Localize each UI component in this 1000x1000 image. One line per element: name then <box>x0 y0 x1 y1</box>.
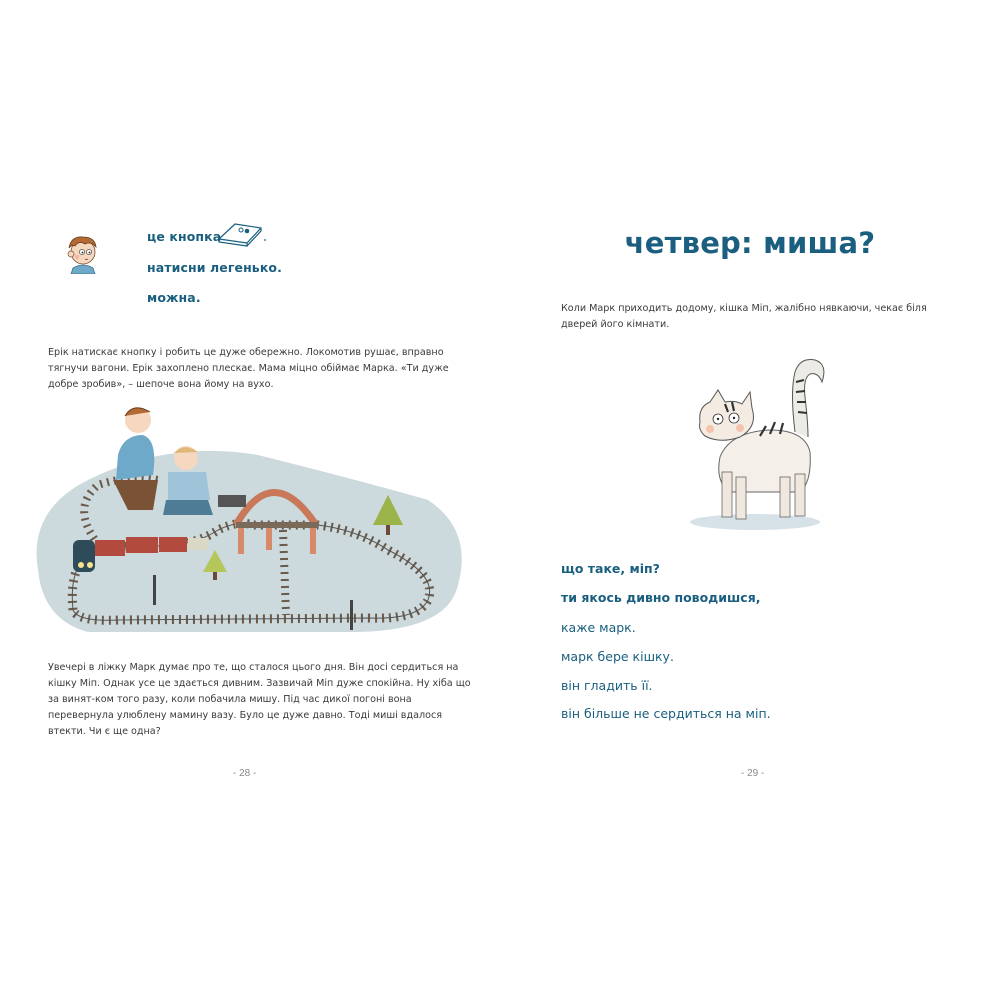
story-text: каже марк. <box>561 620 636 635</box>
dialog-line-press: натисни легенько. <box>147 260 282 275</box>
story-text: він гладить її. <box>561 678 653 693</box>
dialog-text: це кнопка <box>147 229 222 244</box>
story-text: він більше не сердиться на міп. <box>561 706 771 721</box>
dialog-line-allowed: можна. <box>147 290 201 305</box>
left-paragraph-1: Ерік натискає кнопку і робить це дуже обережно. Локомотив рушає, вправно тягнучи вагони. Ерік захоплено плескає. Мама міцно обіймає Марка. «Ти дуже добре зробив», – шепоче вона йому на вухо. <box>48 347 449 390</box>
boy-face-icon <box>63 232 103 274</box>
chapter-title: четвер: миша? <box>624 226 876 260</box>
button-icon <box>217 221 267 247</box>
story-line-1 <box>561 561 660 576</box>
story-text: ти якось дивно поводишся, <box>561 590 761 605</box>
page-number-right: - 29 - <box>741 768 765 779</box>
page-number-left: - 28 - <box>233 768 257 779</box>
story-line-6 <box>561 706 771 721</box>
story-line-5 <box>561 678 653 693</box>
right-paragraph-1: Коли Марк приходить додому, кішка Міп, жалібно нявкаючи, чекає біля дверей його кімнати. <box>561 303 927 330</box>
cat-illustration <box>670 352 840 537</box>
left-paragraph-2: Увечері в ліжку Марк думає про те, що сталося цього дня. Він досі сердиться на кішку Міп. Однак усе це здається дивним. Зазвичай Міп дуже спокійна. Ну хіба що за винят-ком того разу, коли побачила мишу. Під час дикої погоні вона перевернула улюблену мамину вазу. Було це дуже давно. Тоді миші вдалося втекти. Чи є ще одна? <box>48 662 471 737</box>
story-line-2 <box>561 590 761 605</box>
story-text: марк бере кішку. <box>561 649 674 664</box>
story-line-4 <box>561 649 674 664</box>
story-line-3 <box>561 620 636 635</box>
story-text: що таке, міп? <box>561 561 660 576</box>
dialog-line-button <box>147 229 221 244</box>
train-illustration <box>28 400 473 640</box>
